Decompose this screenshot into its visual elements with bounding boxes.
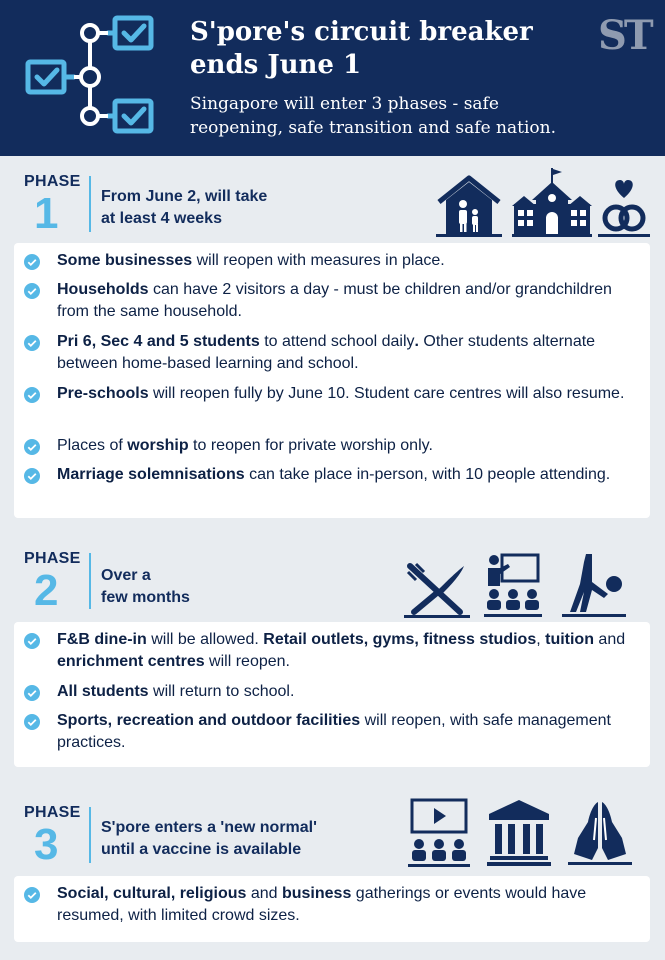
bullet-segment: Other students alternate between home-based learning and school. [57,333,596,372]
dining-utensils-icon [404,562,470,618]
phase-3-desc-line-1: S'pore enters a 'new normal' [101,819,317,836]
bullet-text [57,250,637,272]
wedding-rings-icon [598,178,650,238]
page-title [190,16,580,82]
praying-hands-icon [568,798,632,868]
phase-3-divider [89,807,91,863]
phase-2-label: PHASE [24,550,81,567]
bullet-text [57,629,637,673]
phase-3-description [101,817,317,861]
phase-2-card [14,622,650,767]
bullet-segment: and [593,631,626,648]
page-subtitle: Singapore will enter 3 phases - safe reopening, safe transition and safe nation. [190,94,556,138]
check-icon [24,633,40,649]
phase-1-divider [89,176,91,232]
phase-2-desc-line-2: few months [101,589,190,606]
bullet-text [57,331,637,375]
check-icon [24,468,40,484]
bullet-segment: to attend school daily [259,333,415,350]
bullet-text [57,435,637,457]
phase-1-label: PHASE [24,173,81,190]
family-house-icon [436,174,502,238]
phase-1-number: 1 [34,189,59,238]
exercise-icon [562,552,626,618]
phase-3-number: 3 [34,820,59,869]
classroom-icon [484,552,542,618]
check-icon [24,685,40,701]
title-line-1: S'pore's circuit breaker [190,17,533,47]
bullet-segment: to reopen for private worship only. [188,437,433,454]
bullet-segment: will reopen with measures in place. [192,252,445,269]
bullet-segment: will be allowed. [146,631,264,648]
phase-2-description [101,565,190,609]
bullet-text [57,883,637,927]
check-icon [24,254,40,270]
bullet-segment: gatherings or events would have resumed, with limited crowd sizes. [57,885,587,924]
bullet-text [57,279,637,323]
audience-screen-icon [408,798,470,868]
bullet-text [57,681,637,703]
check-icon [24,714,40,730]
phase-2-number: 2 [34,566,59,615]
bullet-segment: will reopen. [204,653,290,670]
phase-3-label: PHASE [24,804,81,821]
bullet-segment: can have 2 visitors a day - must be children and/or grandchildren from the same household. [57,281,612,320]
bullet-emphasis: worship [127,437,189,454]
phase-1-desc-line-2: at least 4 weeks [101,210,222,227]
bullet-emphasis: Some businesses [57,252,193,269]
phase-3-card [14,876,650,942]
checklist-flow-icon [22,12,162,137]
bullet-emphasis: All students [57,683,149,700]
bullet-emphasis: business [281,885,352,902]
phase-2-divider [89,553,91,609]
phase-1-desc-line-1: From June 2, will take [101,188,268,205]
bullet-emphasis: tuition [545,631,594,648]
check-icon [24,387,40,403]
bullet-emphasis: Households [57,281,149,298]
st-logo: ST [598,12,651,59]
phase-3-desc-line-2: until a vaccine is available [101,841,302,858]
bullet-segment: will reopen, with safe management practices. [57,712,611,751]
school-icon [512,168,592,238]
bullet-segment: , [536,631,546,648]
phase-2-desc-line-1: Over a [101,567,151,584]
check-icon [24,887,40,903]
phase-1-card [14,243,650,518]
bullet-emphasis: Pri 6, Sec 4 and 5 students [57,333,260,350]
bullet-segment: will return to school. [148,683,295,700]
check-icon [24,335,40,351]
bullet-emphasis: F&B dine-in [57,631,147,648]
bullet-segment: Places of [57,437,128,454]
bullet-text [57,383,637,405]
bullet-text [57,464,637,486]
bullet-segment: and [246,885,282,902]
phase-1-description [101,186,267,230]
bullet-segment: will reopen fully by June 10. Student care centres will also resume. [148,385,625,402]
bullet-text [57,710,637,754]
bullet-emphasis: Pre-schools [57,385,149,402]
bullet-emphasis: Social, cultural, religious [57,885,247,902]
bullet-segment: can take place in-person, with 10 people attending. [244,466,611,483]
check-icon [24,283,40,299]
bullet-emphasis: . [414,333,419,350]
bullet-emphasis: Retail outlets, gyms, fitness studios [263,631,537,648]
bullet-emphasis: enrichment centres [57,653,205,670]
check-icon [24,439,40,455]
museum-icon [487,798,551,868]
bullet-emphasis: Sports, recreation and outdoor facilities [57,712,361,729]
header-banner [0,0,665,156]
bullet-emphasis: Marriage solemnisations [57,466,245,483]
title-line-2: ends June 1 [190,50,362,80]
